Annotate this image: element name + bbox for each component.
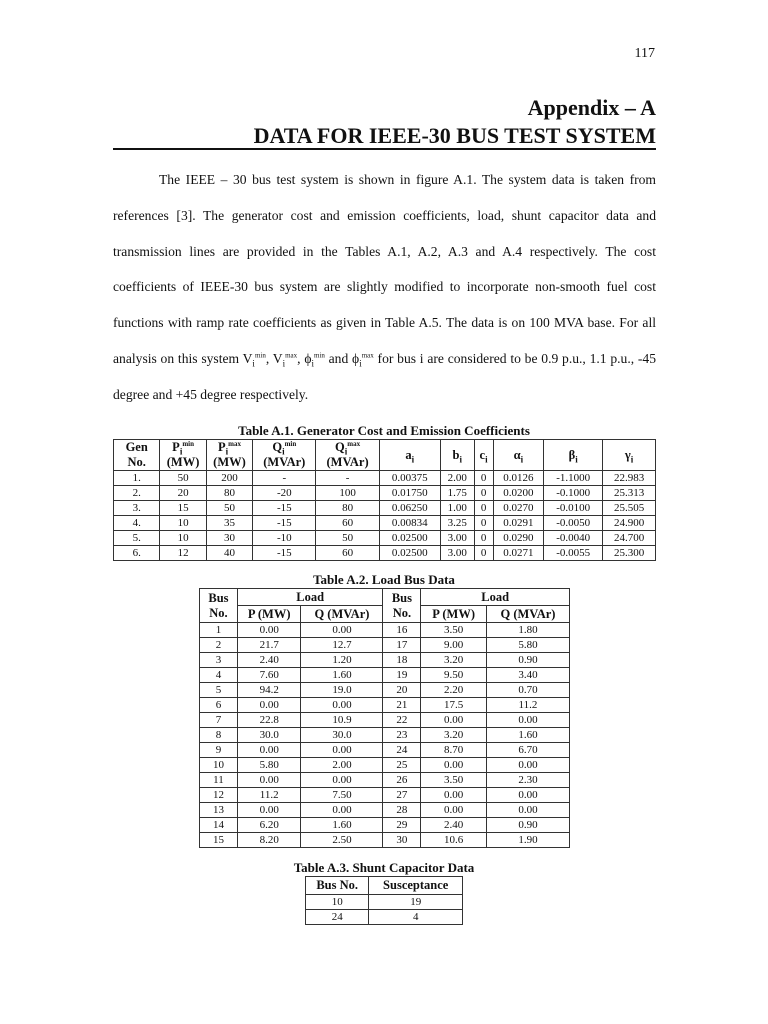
table-row — [200, 833, 570, 848]
table-cell: 10 — [160, 516, 206, 531]
th-beta: $\beta_i$ — [544, 440, 603, 471]
table-cell: -20 — [253, 486, 316, 501]
table-cell: 0.01750 — [379, 486, 440, 501]
table-cell: -0.1000 — [544, 486, 603, 501]
table-cell: 15 — [160, 501, 206, 516]
table-cell: 0.00 — [301, 773, 383, 788]
table-cell: 7.60 — [237, 668, 301, 683]
table-cell: 2. — [114, 486, 160, 501]
table-cell: 18 — [383, 653, 421, 668]
table-cell: -10 — [253, 531, 316, 546]
th-load-left: Load — [237, 589, 383, 606]
table-cell: 8.70 — [421, 743, 487, 758]
table-cell: 22.983 — [603, 471, 656, 486]
table-cell: 6.70 — [486, 743, 569, 758]
th-gen: Gen No. — [114, 440, 160, 471]
table-cell: 1.60 — [486, 728, 569, 743]
th-alpha: $\alpha_i$ — [493, 440, 544, 471]
table-cell: 17.5 — [421, 698, 487, 713]
appendix-subtitle: DATA FOR IEEE-30 BUS TEST SYSTEM — [253, 123, 656, 148]
table-cell: 20 — [160, 486, 206, 501]
table-cell: 0.00 — [486, 758, 569, 773]
table-cell: 6.20 — [237, 818, 301, 833]
table-cell: 10 — [306, 895, 369, 910]
table-cell: 0 — [474, 531, 493, 546]
table-cell: 10.9 — [301, 713, 383, 728]
table-cell: 6. — [114, 546, 160, 561]
table-row — [200, 803, 570, 818]
superscript-min: min — [254, 351, 266, 360]
table-cell: 0 — [474, 546, 493, 561]
table-cell: 13 — [200, 803, 238, 818]
table-cell: 3.20 — [421, 653, 487, 668]
table-cell: 0.00 — [486, 713, 569, 728]
table-cell: 2.20 — [421, 683, 487, 698]
table-cell: 0.0270 — [493, 501, 544, 516]
table-cell: 24 — [306, 910, 369, 925]
th-p-left: P (MW) — [237, 606, 301, 623]
table-cell: 2.40 — [237, 653, 301, 668]
table-cell: 0.00834 — [379, 516, 440, 531]
table-cell: -0.0055 — [544, 546, 603, 561]
table-cell: 0.00 — [237, 698, 301, 713]
table-row — [114, 531, 656, 546]
symbol-phi: ϕ — [352, 350, 360, 366]
table-cell: 0 — [474, 471, 493, 486]
table-cell: 10.6 — [421, 833, 487, 848]
table-cell: 50 — [206, 501, 252, 516]
table-row — [306, 910, 463, 925]
table-row — [200, 668, 570, 683]
table-cell: 3. — [114, 501, 160, 516]
table-row — [200, 728, 570, 743]
table-cell: 0 — [474, 516, 493, 531]
table-cell: - — [316, 471, 379, 486]
appendix-heading — [110, 94, 656, 150]
table-cell: 0.02500 — [379, 546, 440, 561]
table-row — [200, 698, 570, 713]
th-bus-left: Bus No. — [200, 589, 238, 623]
table-cell: 3.50 — [421, 773, 487, 788]
table-cell: 1.60 — [301, 668, 383, 683]
table-cell: 1.75 — [440, 486, 474, 501]
table-cell: 14 — [200, 818, 238, 833]
comma: , — [265, 350, 273, 366]
table-cell: 30 — [206, 531, 252, 546]
table-cell: 15 — [200, 833, 238, 848]
table2-caption: Table A.2. Load Bus Data — [313, 572, 455, 587]
table-cell: 21 — [383, 698, 421, 713]
table1-body — [114, 471, 656, 561]
table-cell: -0.0040 — [544, 531, 603, 546]
table-row — [200, 818, 570, 833]
table-cell: 60 — [316, 516, 379, 531]
page-number: 117 — [634, 46, 655, 61]
superscript-max: max — [285, 351, 298, 360]
load-bus-table — [199, 588, 570, 848]
table-cell: 2.00 — [440, 471, 474, 486]
table-cell: 25 — [383, 758, 421, 773]
table-cell: 0.00 — [421, 758, 487, 773]
table-cell: -0.0100 — [544, 501, 603, 516]
table-cell: 0.0126 — [493, 471, 544, 486]
table-cell: 12.7 — [301, 638, 383, 653]
table-cell: - — [253, 471, 316, 486]
table-cell: 9 — [200, 743, 238, 758]
table-cell: 40 — [206, 546, 252, 561]
table-cell: 24.700 — [603, 531, 656, 546]
table-cell: 0.06250 — [379, 501, 440, 516]
table-cell: 10 — [200, 758, 238, 773]
th-qmin: $Q_i^{min}$ (MVAr) — [253, 440, 316, 471]
th-load-right: Load — [421, 589, 570, 606]
intro-text: The IEEE – 30 bus test system is shown in figure A.1. The system data is taken from references [3]. The generator cost and emission coefficients, load, shunt capacitor data and transmission lines are provided in the Tables A.1, A.2, A.3 and A.4 respectively. The cost coefficients of IEEE-30 bus system are slightly modified to incorporate non-smooth fuel cost functions with ramp rate coefficients as given in Table A.5. The data is on 100 MVA base. For all analysis on this system V — [113, 172, 656, 366]
table-cell: -15 — [253, 516, 316, 531]
table-cell: 0.00 — [486, 788, 569, 803]
table1-caption: Table A.1. Generator Cost and Emission Coefficients — [238, 423, 530, 438]
table-cell: 1.60 — [301, 818, 383, 833]
table-row — [200, 623, 570, 638]
th-pmin: $P_i^{min}$ (MW) — [160, 440, 206, 471]
th-susceptance: Susceptance — [369, 877, 463, 895]
and-word: and — [324, 350, 353, 366]
table-cell: 1. — [114, 471, 160, 486]
table-cell: 28 — [383, 803, 421, 818]
table-cell: 0.00 — [237, 623, 301, 638]
table-cell: 8.20 — [237, 833, 301, 848]
table-cell: 0.70 — [486, 683, 569, 698]
th-a: $a_i$ — [379, 440, 440, 471]
table-cell: 3.00 — [440, 531, 474, 546]
table-cell: 3.50 — [421, 623, 487, 638]
table-cell: 2.00 — [301, 758, 383, 773]
table-cell: 2.50 — [301, 833, 383, 848]
table-cell: -15 — [253, 546, 316, 561]
table-cell: 4. — [114, 516, 160, 531]
table-cell: 5.80 — [237, 758, 301, 773]
superscript-max: max — [361, 351, 374, 360]
table-cell: 50 — [160, 471, 206, 486]
table-cell: 0.00 — [421, 803, 487, 818]
table-cell: 30.0 — [301, 728, 383, 743]
table-cell: 17 — [383, 638, 421, 653]
table2-body — [200, 623, 570, 848]
table-row — [200, 743, 570, 758]
subscript-i: i — [359, 358, 362, 369]
table-cell: 0.00 — [237, 743, 301, 758]
table-row — [200, 788, 570, 803]
table-cell: 29 — [383, 818, 421, 833]
table-cell: 0.00 — [421, 713, 487, 728]
table-cell: 0.00 — [237, 773, 301, 788]
table-cell: 2.40 — [421, 818, 487, 833]
table-cell: 10 — [160, 531, 206, 546]
table-cell: 0.0271 — [493, 546, 544, 561]
comma: , — [297, 350, 305, 366]
table-cell: 7 — [200, 713, 238, 728]
table-cell: 0 — [474, 486, 493, 501]
table-row — [114, 546, 656, 561]
table3-header-row — [306, 877, 463, 895]
table-cell: 1.20 — [301, 653, 383, 668]
intro-paragraph — [113, 162, 656, 413]
table-row — [114, 486, 656, 501]
th-bus-right: Bus No. — [383, 589, 421, 623]
table-cell: 0 — [474, 501, 493, 516]
table-row — [114, 471, 656, 486]
table-cell: 0.02500 — [379, 531, 440, 546]
table-cell: 80 — [206, 486, 252, 501]
table-row — [200, 653, 570, 668]
th-p-right: P (MW) — [421, 606, 487, 623]
th-c: $c_i$ — [474, 440, 493, 471]
table-cell: 5. — [114, 531, 160, 546]
table-cell: 30.0 — [237, 728, 301, 743]
table-cell: 5 — [200, 683, 238, 698]
table-cell: 30 — [383, 833, 421, 848]
table-cell: 0.90 — [486, 653, 569, 668]
table-cell: 3 — [200, 653, 238, 668]
table-cell: 1.00 — [440, 501, 474, 516]
table-cell: 25.300 — [603, 546, 656, 561]
symbol-v: V — [272, 350, 283, 366]
table-cell: 1.90 — [486, 833, 569, 848]
th-qmax: $Q_i^{max}$ (MVAr) — [316, 440, 379, 471]
table-cell: 0.00375 — [379, 471, 440, 486]
table-row — [200, 713, 570, 728]
table-cell: 11 — [200, 773, 238, 788]
table-cell: 3.40 — [486, 668, 569, 683]
table-cell: 26 — [383, 773, 421, 788]
table-cell: 21.7 — [237, 638, 301, 653]
table-cell: 0.00 — [301, 623, 383, 638]
table-cell: -0.0050 — [544, 516, 603, 531]
table-cell: 6 — [200, 698, 238, 713]
table3-caption: Table A.3. Shunt Capacitor Data — [293, 860, 475, 875]
table-cell: 0.00 — [301, 743, 383, 758]
table-cell: 8 — [200, 728, 238, 743]
subscript-i: i — [311, 358, 314, 369]
table-row — [200, 773, 570, 788]
table-cell: 24 — [383, 743, 421, 758]
table-cell: 22 — [383, 713, 421, 728]
table-cell: 5.80 — [486, 638, 569, 653]
th-q-left: Q (MVAr) — [301, 606, 383, 623]
table-cell: 0.0291 — [493, 516, 544, 531]
table-cell: 4 — [369, 910, 463, 925]
table-cell: 1 — [200, 623, 238, 638]
subscript-i: i — [252, 358, 255, 369]
table-cell: 25.313 — [603, 486, 656, 501]
th-gamma: $\gamma_i$ — [603, 440, 656, 471]
table-cell: 11.2 — [486, 698, 569, 713]
superscript-min: min — [314, 351, 325, 360]
th-b: $b_i$ — [440, 440, 474, 471]
table-cell: -15 — [253, 501, 316, 516]
table-cell: 27 — [383, 788, 421, 803]
table3-body — [306, 895, 463, 925]
table-cell: 0.00 — [421, 788, 487, 803]
table-cell: 200 — [206, 471, 252, 486]
table-cell: 0.00 — [486, 803, 569, 818]
table-row — [114, 516, 656, 531]
table-cell: 0.00 — [301, 698, 383, 713]
table-cell: 0.0200 — [493, 486, 544, 501]
table-cell: 4 — [200, 668, 238, 683]
th-pmax: $P_i^{max}$ (MW) — [206, 440, 252, 471]
table-cell: 25.505 — [603, 501, 656, 516]
table-cell: 9.50 — [421, 668, 487, 683]
table-cell: 24.900 — [603, 516, 656, 531]
table-cell: 60 — [316, 546, 379, 561]
table-cell: 11.2 — [237, 788, 301, 803]
table-cell: 0.0290 — [493, 531, 544, 546]
appendix-title: Appendix – A — [527, 95, 656, 120]
table-cell: 0.00 — [301, 803, 383, 818]
table-row — [200, 638, 570, 653]
intro-tail: for bus i are considered to be 0.9 p.u., 1.1 p.u., -45 degree and +45 degree respectively. — [113, 350, 656, 402]
table-cell: 94.2 — [237, 683, 301, 698]
table-cell: -1.1000 — [544, 471, 603, 486]
table-cell: 16 — [383, 623, 421, 638]
table-cell: 23 — [383, 728, 421, 743]
table-cell: 50 — [316, 531, 379, 546]
table-cell: 0.90 — [486, 818, 569, 833]
table-cell: 9.00 — [421, 638, 487, 653]
table-row — [306, 895, 463, 910]
table-cell: 20 — [383, 683, 421, 698]
table-cell: 19 — [383, 668, 421, 683]
table-row — [200, 683, 570, 698]
table-cell: 100 — [316, 486, 379, 501]
table-cell: 19.0 — [301, 683, 383, 698]
heading-rule — [113, 148, 656, 150]
table-cell: 3.20 — [421, 728, 487, 743]
table-cell: 1.80 — [486, 623, 569, 638]
shunt-capacitor-table — [305, 876, 463, 925]
table-cell: 22.8 — [237, 713, 301, 728]
table-cell: 80 — [316, 501, 379, 516]
th-bus-no: Bus No. — [306, 877, 369, 895]
table-cell: 35 — [206, 516, 252, 531]
table-cell: 2 — [200, 638, 238, 653]
table-cell: 12 — [160, 546, 206, 561]
subscript-i: i — [282, 358, 286, 369]
symbol-phi: ϕ — [304, 350, 312, 366]
table-cell: 3.25 — [440, 516, 474, 531]
table-cell: 3.00 — [440, 546, 474, 561]
table-cell: 0.00 — [237, 803, 301, 818]
table-cell: 12 — [200, 788, 238, 803]
table-cell: 19 — [369, 895, 463, 910]
th-q-right: Q (MVAr) — [486, 606, 569, 623]
table-row — [114, 501, 656, 516]
table-cell: 2.30 — [486, 773, 569, 788]
table2-header-row — [200, 589, 570, 606]
table-row — [200, 758, 570, 773]
table-cell: 7.50 — [301, 788, 383, 803]
table1-header-row — [114, 440, 656, 471]
generator-cost-table — [113, 439, 656, 561]
